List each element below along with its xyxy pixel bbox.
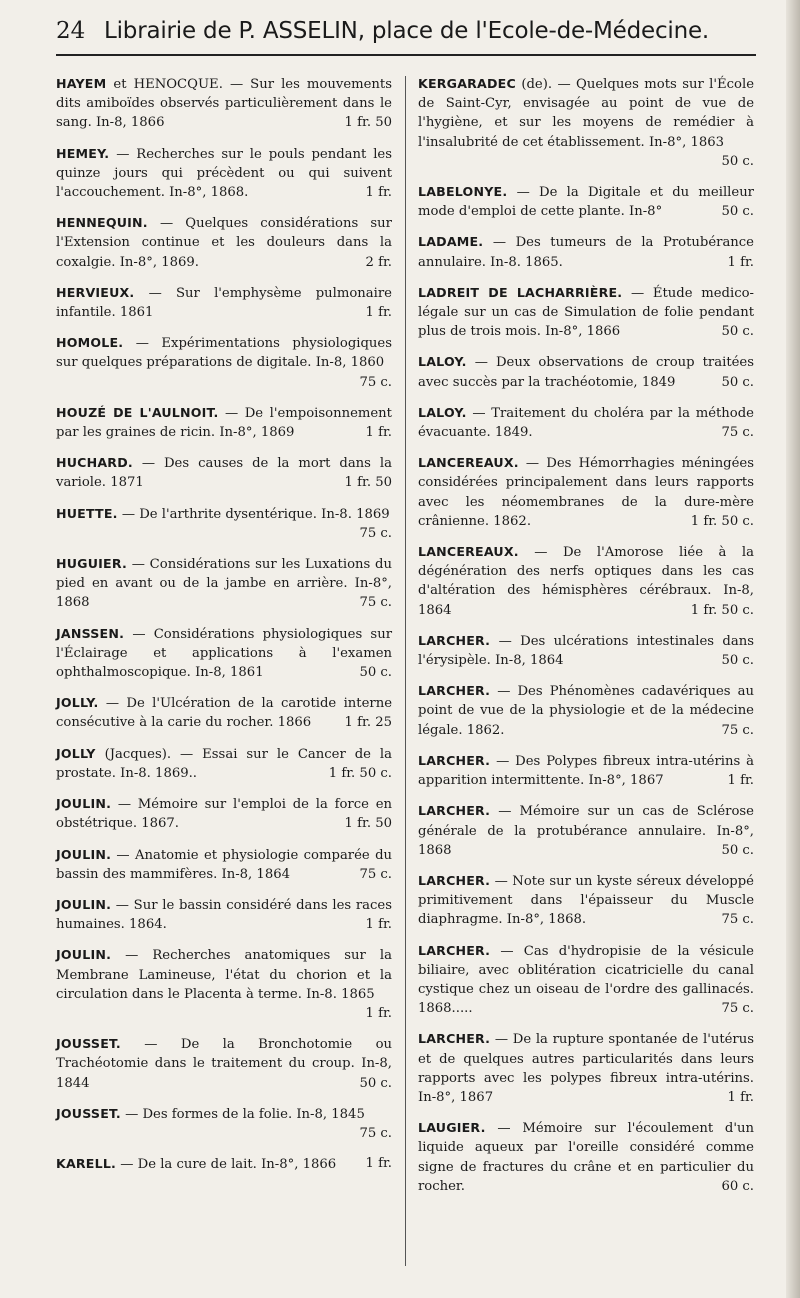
- entry-title: (Jacques). — Essai sur le Cancer de la prostate.: [56, 746, 392, 781]
- entry-price: 1 fr. 50: [344, 115, 392, 131]
- entry-publication: 1868.....: [418, 1001, 473, 1017]
- entry-title: — Des Phénomènes cadavériques au point de vue de la physiologie et de la médecine légale.: [418, 684, 754, 738]
- entry-title: — De l'Ulcération de la carotide interne consécutive à la carie du rocher.: [56, 696, 392, 731]
- entry-title: (de). — Quelques mots sur l'École de Saint-Cyr, envisagée au point de vue de l'hygiène, et sur les moyens de remédier à l'insalubrité de cet établissement.: [418, 77, 754, 150]
- column-divider: [405, 76, 406, 1266]
- entry-author: LABELONYE.: [418, 184, 508, 200]
- entry-title: — Mémoire sur l'emploi de la force en obstétrique.: [56, 797, 392, 832]
- entry-publication: 1866: [277, 715, 312, 731]
- entry-title: — De la rupture spontanée de l'utérus et de quelques autres particularités dans leurs rapports avec les polypes fibreux intra-utérins.: [418, 1032, 754, 1086]
- entry-author: LARCHER.: [418, 683, 491, 699]
- entry-title: — Considérations physiologiques sur l'Éclairage et applications à l'examen ophthalmoscopique.: [56, 626, 392, 681]
- catalog-entry: [56, 213, 392, 272]
- entry-title: — De l'empoisonnement par les graines de ricin.: [56, 405, 392, 441]
- catalog-entry: [56, 554, 392, 613]
- entry-title: — Mémoire sur un cas de Sclérose générale de la protubérance annulaire.: [418, 804, 754, 839]
- entry-price: 50 c.: [721, 324, 754, 340]
- entry-publication: In-8°, 1868.: [169, 185, 249, 201]
- entry-author: LANCEREAUX.: [418, 455, 519, 471]
- entry-author: HERVIEUX.: [56, 284, 135, 300]
- entry-publication: In-8°, 1867: [418, 1089, 494, 1105]
- entry-title: — De la cure de lait.: [120, 1157, 257, 1173]
- entry-author: LARCHER.: [418, 632, 491, 648]
- entry-author: HOUZÉ DE L'AULNOIT.: [56, 404, 219, 420]
- entry-price: 75 c.: [721, 1001, 754, 1017]
- entry-author: JOLLY: [56, 745, 96, 761]
- entry-price: 1 fr.: [365, 1156, 392, 1172]
- catalog-entry: [418, 1029, 754, 1107]
- entry-price: 50 c.: [721, 842, 754, 858]
- entry-price: 1 fr.: [365, 1005, 392, 1021]
- catalog-entry: [418, 681, 754, 740]
- left-column: [56, 74, 392, 1185]
- entry-price: 1 fr.: [365, 305, 392, 321]
- entry-publication: 1849: [641, 374, 676, 390]
- catalog-entry: [56, 744, 392, 783]
- entry-author: HUCHARD.: [56, 455, 133, 471]
- catalog-entry: [56, 333, 392, 392]
- entry-price: 1 fr. 50 c.: [328, 765, 392, 781]
- catalog-entry: [56, 1104, 392, 1143]
- catalog-entry: [56, 1154, 392, 1174]
- entry-title: — Expérimentations physiologiques sur quelques préparations de digitale.: [56, 336, 392, 371]
- entry-price: 75 c.: [721, 425, 754, 441]
- entry-publication: In-8, 1861: [195, 665, 264, 681]
- entry-price: 1 fr.: [365, 185, 392, 201]
- entry-publication: In-8°: [629, 204, 663, 220]
- entry-author: LADREIT DE LACHARRIÈRE.: [418, 284, 623, 300]
- catalog-entry: [418, 232, 754, 271]
- entry-title: — Des ulcérations intestinales dans l'érysipèle.: [418, 633, 754, 669]
- entry-publication: In-8°, 1866: [545, 324, 621, 340]
- entry-price: 75 c.: [721, 722, 754, 738]
- entry-publication: 1867.: [141, 816, 179, 832]
- catalog-entry: [56, 453, 392, 492]
- entry-title: — Des causes de la mort dans la variole.: [56, 456, 392, 491]
- entry-price: 1 fr. 50: [344, 475, 392, 491]
- entry-title: — Deux observations de croup traitées avec succès par la trachéotomie,: [418, 355, 754, 390]
- entry-title: — Recherches anatomiques sur la Membrane Lamineuse, l'état du chorion et la circulation dans le Placenta à terme.: [56, 948, 392, 1002]
- entry-author: JOULIN.: [56, 947, 112, 963]
- entry-author: LARCHER.: [418, 942, 491, 958]
- entry-author: HAYEM: [56, 76, 107, 91]
- page-title: Librairie de P. ASSELIN, place de l'Ecole-de-Médecine.: [104, 18, 710, 44]
- entry-author: LARCHER.: [418, 752, 491, 768]
- entry-price: 1 fr. 50: [344, 816, 392, 832]
- catalog-entry: [56, 283, 392, 322]
- entry-author: LADAME.: [418, 234, 484, 250]
- entry-publication: In-8°, 1869: [219, 425, 295, 441]
- entry-publication: In-8°, 1866: [261, 1157, 337, 1173]
- entry-price: 1 fr.: [365, 425, 392, 441]
- catalog-entry: [418, 352, 754, 391]
- catalog-entry: [418, 941, 754, 1019]
- catalog-entry: [56, 1034, 392, 1093]
- catalog-entry: [56, 74, 392, 133]
- entry-title: — Sur l'emphysème pulmonaire infantile.: [56, 285, 392, 321]
- entry-publication: In-8, 1860: [315, 355, 385, 371]
- entry-title: — De l'Amorose liée à la dégénération des nerfs optiques dans les cas d'altération des hémisphères cérébraux.: [418, 545, 754, 599]
- entry-price: 1 fr.: [727, 254, 754, 270]
- entry-publication: In-8°, 1868.: [506, 912, 587, 928]
- catalog-entry: [418, 1118, 754, 1196]
- entry-author: HENNEQUIN.: [56, 215, 148, 231]
- entry-price: 60 c.: [721, 1178, 754, 1194]
- entry-author: HEMEY.: [56, 145, 110, 161]
- entry-price: 75 c.: [359, 866, 392, 882]
- entry-publication: In-8°, 1868: [418, 823, 754, 858]
- entry-price: 1 fr.: [727, 1089, 754, 1105]
- entry-publication: In-8, 1864: [418, 583, 754, 618]
- entry-publication: 1861: [119, 305, 154, 321]
- page-header: [56, 14, 756, 56]
- catalog-entry: [418, 751, 754, 790]
- entry-publication: In-8. 1869: [321, 506, 390, 522]
- catalog-entry: [56, 693, 392, 732]
- entry-title: — Recherches sur le pouls pendant les quinze jours qui précèdent ou qui suivent l'accouchement.: [56, 146, 392, 201]
- entry-publication: 1862.: [493, 513, 532, 529]
- entry-price: 75 c.: [359, 525, 392, 541]
- entry-author: JANSSEN.: [56, 625, 125, 641]
- catalog-entry: [418, 542, 754, 620]
- entry-title: — Des tumeurs de la Protubérance annulaire.: [418, 235, 754, 270]
- entry-title: et HENOCQUE. — Sur les mouvements dits amiboïdes observés particulièrement dans le sang.: [56, 77, 392, 131]
- catalog-entry: [56, 945, 392, 1023]
- entry-price: 1 fr. 50 c.: [690, 513, 754, 529]
- page-edge-shadow: [786, 0, 800, 1298]
- catalog-entry: [418, 871, 754, 930]
- entry-title: — Sur le bassin considéré dans les races humaines.: [56, 897, 392, 933]
- entry-price: 50 c.: [359, 665, 392, 681]
- entry-author: LAUGIER.: [418, 1120, 486, 1136]
- entry-title: — Des formes de la folie.: [125, 1106, 293, 1122]
- entry-publication: 1849.: [494, 425, 533, 441]
- catalog-entry: [418, 182, 754, 221]
- entry-price: 50 c.: [721, 374, 754, 390]
- entry-price: 1 fr.: [727, 773, 754, 789]
- entry-title: — De la Bronchotomie ou Trachéotomie dans le traitement du croup.: [56, 1037, 393, 1072]
- entry-author: HOMOLE.: [56, 335, 124, 351]
- entry-price: 1 fr.: [365, 917, 392, 933]
- catalog-entry: [418, 631, 754, 670]
- entry-price: 1 fr. 50 c.: [690, 602, 754, 618]
- entry-publication: 1864.: [129, 917, 167, 933]
- entry-author: JOUSSET.: [56, 1036, 121, 1052]
- entry-publication: In-8. 1869..: [120, 765, 198, 781]
- entry-author: LALOY.: [418, 404, 467, 420]
- entry-title: — Considérations sur les Luxations du pied en avant ou de la jambe en arrière.: [56, 557, 392, 592]
- entry-price: 75 c.: [359, 1125, 392, 1141]
- entry-author: LALOY.: [418, 354, 467, 370]
- page-number: 24: [56, 18, 86, 44]
- entry-price: 50 c.: [359, 1075, 392, 1091]
- catalog-entry: [56, 624, 392, 683]
- entry-publication: In-8°, 1868: [56, 576, 392, 611]
- entry-publication: In-8. 1865: [306, 986, 375, 1002]
- entry-author: KERGARADEC: [418, 76, 516, 91]
- entry-price: 50 c.: [721, 653, 754, 669]
- entry-title: — Mémoire sur l'écoulement d'un liquide aqueux par l'oreille considéré comme signe de fractures du crâne et en particulier du rocher.: [418, 1121, 754, 1194]
- catalog-entry: [56, 845, 392, 884]
- entry-price: 1 fr. 25: [344, 715, 392, 731]
- entry-title: — Traitement du choléra par la méthode évacuante.: [418, 405, 754, 441]
- entry-publication: In-8, 1844: [56, 1056, 392, 1091]
- entry-publication: In-8, 1866: [95, 115, 165, 131]
- entry-author: LARCHER.: [418, 1031, 491, 1047]
- catalog-entry: [418, 283, 754, 342]
- entry-publication: In-8, 1845: [296, 1106, 365, 1122]
- catalog-entry: [56, 504, 392, 543]
- catalog-entry: [418, 403, 754, 442]
- entry-publication: In-8, 1864: [495, 653, 564, 669]
- entry-title: — Des Hémorrhagies méningées considérées principalement dans leurs rapports avec les néomembranes de la dure-mère crânienne.: [418, 456, 755, 529]
- entry-price: 75 c.: [721, 912, 754, 928]
- entry-price: 2 fr.: [365, 254, 392, 270]
- entry-price: 75 c.: [359, 595, 392, 611]
- entry-author: JOUSSET.: [56, 1105, 121, 1121]
- entry-author: JOULIN.: [56, 796, 112, 812]
- entry-title: — Cas d'hydropisie de la vésicule biliaire, avec oblitération cicatricielle du canal cystique chez un oiseau de l'ordre des gallinacés.: [418, 943, 754, 997]
- entry-author: KARELL.: [56, 1156, 117, 1172]
- entry-publication: In-8. 1865.: [490, 254, 563, 270]
- entry-publication: 1871: [110, 475, 144, 491]
- entry-title: — Anatomie et physiologie comparée du bassin des mammifères.: [56, 847, 392, 882]
- right-column: [418, 74, 754, 1207]
- catalog-entry: [56, 144, 392, 203]
- entry-price: 50 c.: [721, 204, 754, 220]
- catalog-entry: [56, 895, 392, 934]
- catalog-entry: [418, 453, 754, 531]
- entry-publication: In-8°, 1867: [588, 773, 664, 789]
- entry-author: JOULIN.: [56, 846, 112, 862]
- catalog-entry: [56, 794, 392, 833]
- entry-title: — Étude medico-légale sur un cas de Simulation de folie pendant plus de trois mois.: [418, 285, 754, 340]
- entry-author: LANCEREAUX.: [418, 544, 519, 560]
- entry-title: — De la Digitale et du meilleur mode d'emploi de cette plante.: [418, 185, 754, 220]
- entry-publication: 1862.: [466, 722, 505, 738]
- catalog-entry: [56, 403, 392, 442]
- entry-title: — Des Polypes fibreux intra-utérins à apparition intermittente.: [418, 753, 754, 789]
- entry-author: JOULIN.: [56, 896, 112, 912]
- entry-price: 75 c.: [359, 374, 392, 390]
- entry-author: JOLLY.: [56, 695, 99, 711]
- entry-author: HUGUIER.: [56, 556, 127, 572]
- catalog-entry: [418, 801, 754, 860]
- entry-title: — Quelques considérations sur l'Extension continue et les douleurs dans la coxalgie.: [56, 216, 392, 270]
- entry-author: LARCHER.: [418, 872, 491, 888]
- entry-title: — Note sur un kyste séreux développé primitivement dans l'épaisseur du Muscle diaphragme.: [418, 873, 754, 928]
- entry-author: LARCHER.: [418, 803, 491, 819]
- entry-author: HUETTE.: [56, 505, 118, 521]
- entry-price: 50 c.: [721, 153, 754, 169]
- entry-publication: In-8°, 1869.: [119, 254, 199, 270]
- catalog-entry: [418, 74, 754, 171]
- entry-title: — De l'arthrite dysentérique.: [121, 506, 317, 522]
- entry-publication: In-8, 1864: [221, 866, 290, 882]
- entry-publication: In-8°, 1863: [648, 134, 725, 150]
